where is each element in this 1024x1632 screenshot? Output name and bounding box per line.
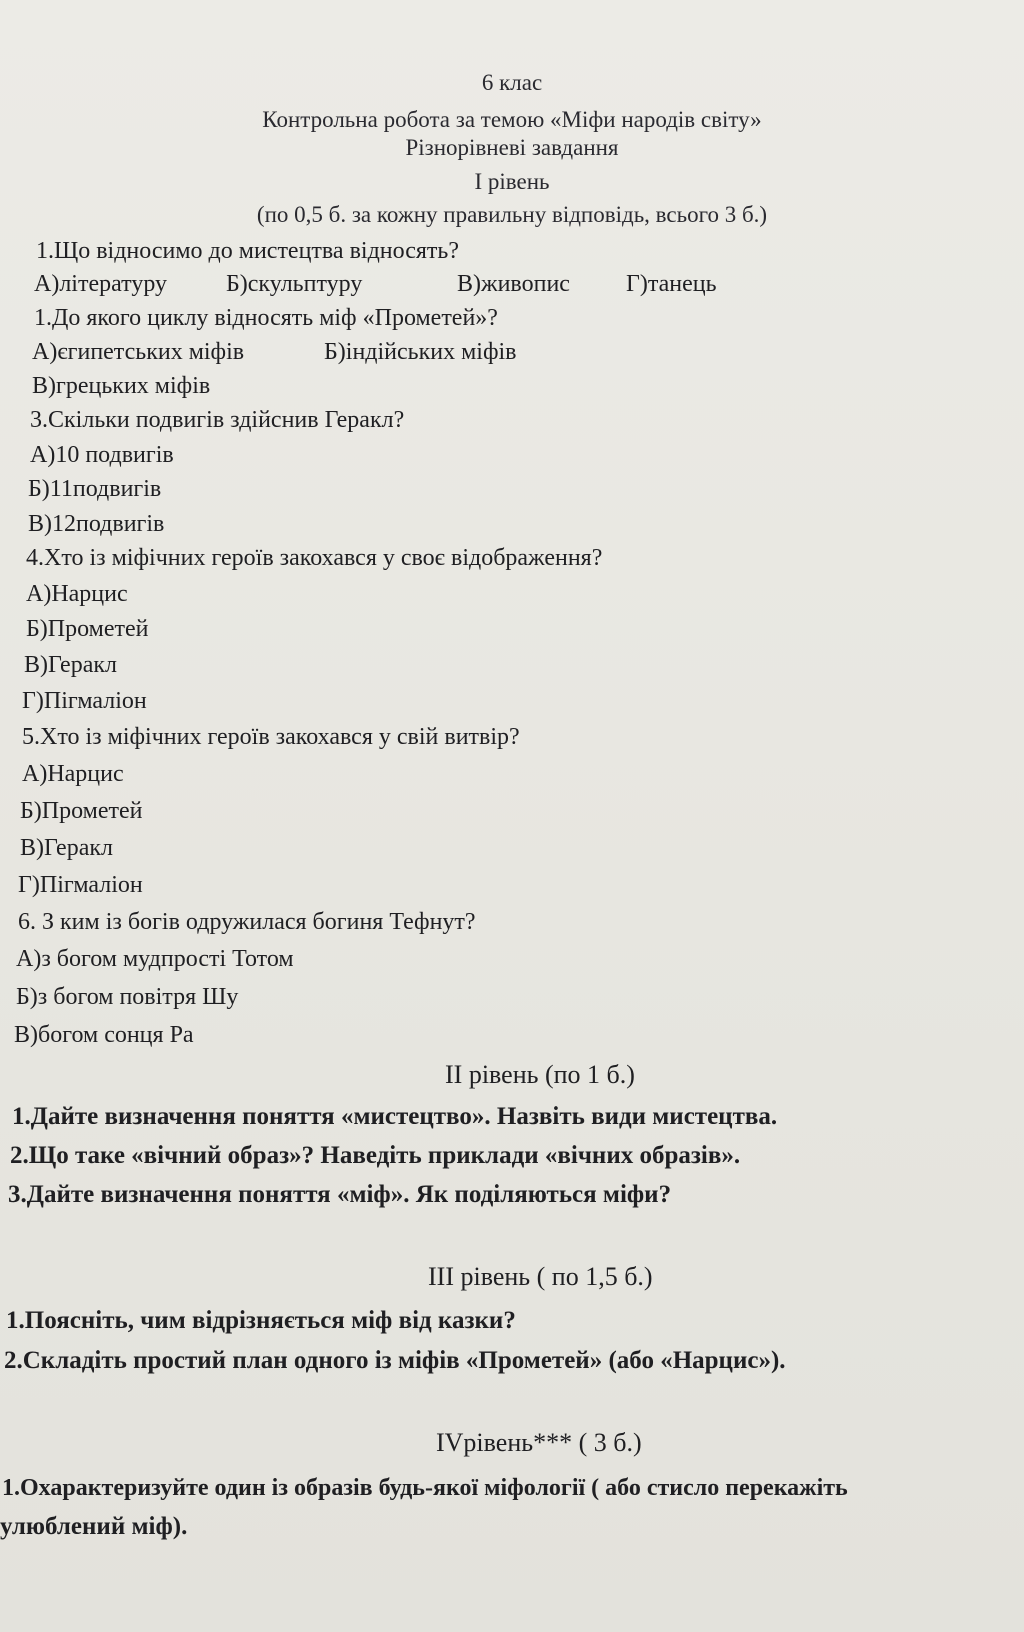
option: Б)індійських міфів [324, 339, 517, 365]
option: В)Геракл [20, 835, 113, 861]
option: В)12подвигів [28, 511, 165, 537]
level1-points: (по 0,5 б. за кожну правильну відповідь, всього 3 б.) [256, 202, 768, 227]
question-4: 4.Хто із міфічних героїв закохався у своє відображення? [26, 545, 603, 571]
level2-task-3: 3.Дайте визначення поняття «міф». Як поділяються міфи? [8, 1181, 672, 1208]
level4-task-line-1: 1.Охарактеризуйте один із образів будь-якої міфології ( або стисло перекажіть [2, 1475, 848, 1501]
grade-label: 6 клас [481, 70, 543, 95]
level2-task-2: 2.Що таке «вічний образ»? Наведіть приклади «вічних образів». [10, 1142, 741, 1169]
option: В)грецьких міфів [32, 373, 211, 399]
option: В)Геракл [24, 652, 117, 678]
question-3: 3.Скільки подвигів здійснив Геракл? [30, 407, 405, 433]
level2-task-1: 1.Дайте визначення поняття «мистецтво». Назвіть види мистецтва. [12, 1103, 778, 1130]
option: Б)з богом повітря Шу [16, 984, 239, 1010]
option: Б)скульптуру [226, 271, 363, 297]
question-6: 6. З ким із богів одружилася богиня Тефнут? [18, 909, 476, 935]
test-title: Контрольна робота за темою «Міфи народів світу» [262, 107, 762, 132]
option: Б)Прометей [20, 798, 143, 824]
option: В)богом сонця Ра [14, 1022, 194, 1048]
option: Г)Пігмаліон [18, 872, 143, 898]
option: А)10 подвигів [30, 442, 174, 468]
option: А)літературу [34, 271, 167, 297]
option: Б)Прометей [26, 616, 149, 642]
level3-heading: ІІІ рівень ( по 1,5 б.) [428, 1262, 653, 1291]
test-subtitle: Різнорівневі завдання [405, 135, 619, 160]
level4-task-line-2: улюблений міф). [0, 1513, 188, 1540]
level3-task-2: 2.Складіть простий план одного із міфів «Прометей» (або «Нарцис»). [4, 1347, 786, 1374]
level2-heading: ІІ рівень (по 1 б.) [445, 1060, 635, 1089]
option: В)живопис [457, 271, 570, 297]
option: Г)Пігмаліон [22, 688, 147, 714]
question-1: 1.Що відносимо до мистецтва відносять? [36, 238, 460, 264]
option: А)єгипетських міфів [32, 339, 245, 365]
question-2: 1.До якого циклу відносять міф «Прометей»? [34, 305, 498, 331]
level4-heading: ІVрівень*** ( 3 б.) [436, 1428, 642, 1457]
option: А)Нарцис [22, 761, 124, 787]
option: Г)танець [626, 271, 717, 297]
question-5: 5.Хто із міфічних героїв закохався у свій витвір? [22, 724, 520, 750]
option: А)Нарцис [26, 581, 128, 607]
option: Б)11подвигів [28, 476, 162, 502]
level3-task-1: 1.Поясніть, чим відрізняється міф від казки? [6, 1307, 516, 1334]
option: А)з богом мудпрості Тотом [16, 946, 294, 972]
level1-heading: І рівень [474, 169, 550, 194]
